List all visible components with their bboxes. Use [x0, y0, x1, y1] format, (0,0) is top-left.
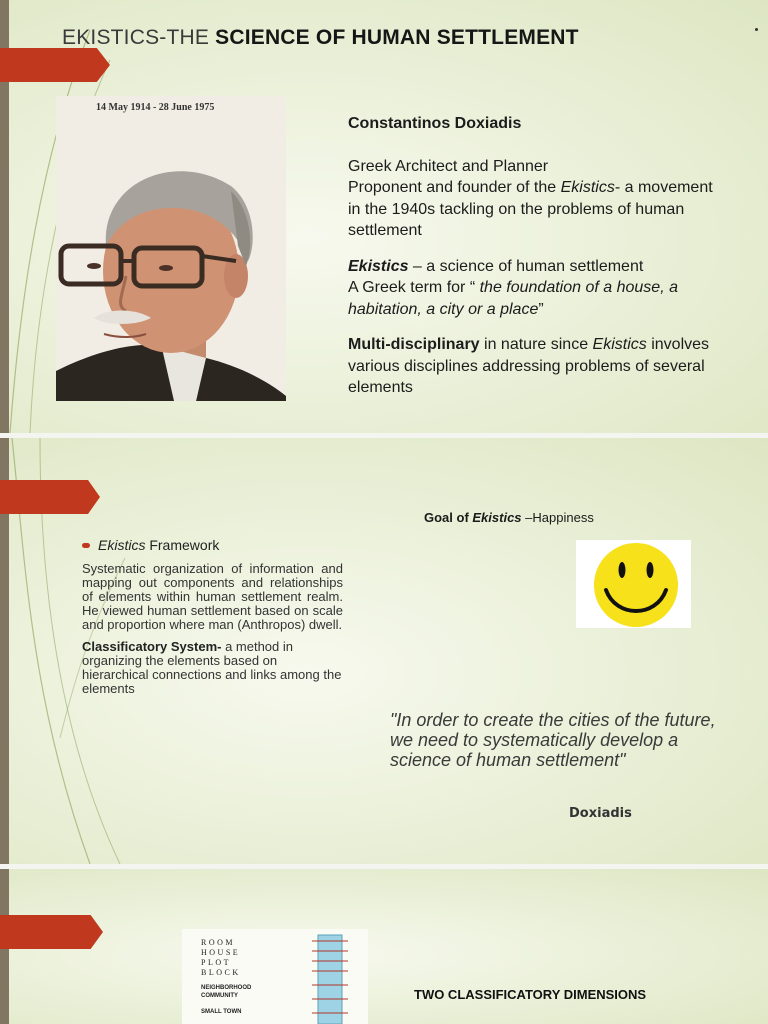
title-arrow-marker — [0, 48, 110, 82]
goal-caption: Goal of Ekistics –Happiness — [424, 510, 594, 525]
photo-caption: 14 May 1914 - 28 June 1975 — [96, 102, 215, 113]
slide-1 — [0, 0, 768, 433]
scale-item: BLOCK — [201, 968, 241, 977]
slide-title: EKISTICS-THE SCIENCE OF HUMAN SETTLEMENT — [62, 26, 579, 49]
framework-heading: Ekistics Framework — [80, 538, 343, 552]
definition-paragraph: Ekistics – a science of human settlement A Greek term for “ the foundation of a house, a habitation, a city or a place” — [348, 257, 678, 318]
bullet-icon — [82, 543, 90, 548]
scale-item: SMALL TOWN — [201, 1009, 242, 1015]
scale-item: ROOM — [201, 938, 236, 947]
title-arrow-marker — [0, 480, 100, 514]
classificatory-paragraph: Classificatory System- a method in organizing the elements based on hierarchical connections and links among the elements — [82, 639, 342, 696]
multidisciplinary-paragraph: Multi-disciplinary in nature since Ekistics involves various disciplines addressing problems of several elements — [348, 336, 710, 396]
slide-3 — [0, 869, 768, 1024]
portrait-illustration — [56, 96, 286, 401]
framework-text-block — [80, 538, 343, 696]
bio-text-block — [348, 113, 728, 413]
title-arrow-marker — [0, 915, 103, 949]
doxiadis-portrait — [56, 96, 286, 401]
bio-paragraph: Greek Architect and Planner Proponent and founder of the Ekistics- a movement in the 1940s tackling on the problems of human settlement — [348, 157, 713, 239]
quote-author: Doxiadis — [569, 806, 632, 821]
scale-item: COMMUNITY — [201, 993, 238, 999]
scale-labels — [201, 938, 251, 1016]
smiley-face-icon — [576, 540, 691, 628]
scale-item: PLOT — [201, 958, 231, 967]
scale-item: NEIGHBORHOOD — [201, 985, 252, 991]
scale-item: HOUSE — [201, 948, 241, 957]
doxiadis-quote: "In order to create the cities of the future, we need to systematically develop a science of human settlement" — [390, 710, 716, 770]
framework-body: Systematic organization of information and mapping out components and relationships of elements within human settlement realm. He viewed human settlement based on scale and proportion where man (Anthropos) dwell. — [82, 561, 343, 632]
slide-heading: TWO CLASSIFICATORY DIMENSIONS — [414, 987, 647, 1002]
smiley-image — [576, 540, 691, 628]
person-name: Constantinos Doxiadis — [348, 115, 522, 132]
slide-2 — [0, 438, 768, 864]
bullet-dot — [755, 28, 758, 31]
